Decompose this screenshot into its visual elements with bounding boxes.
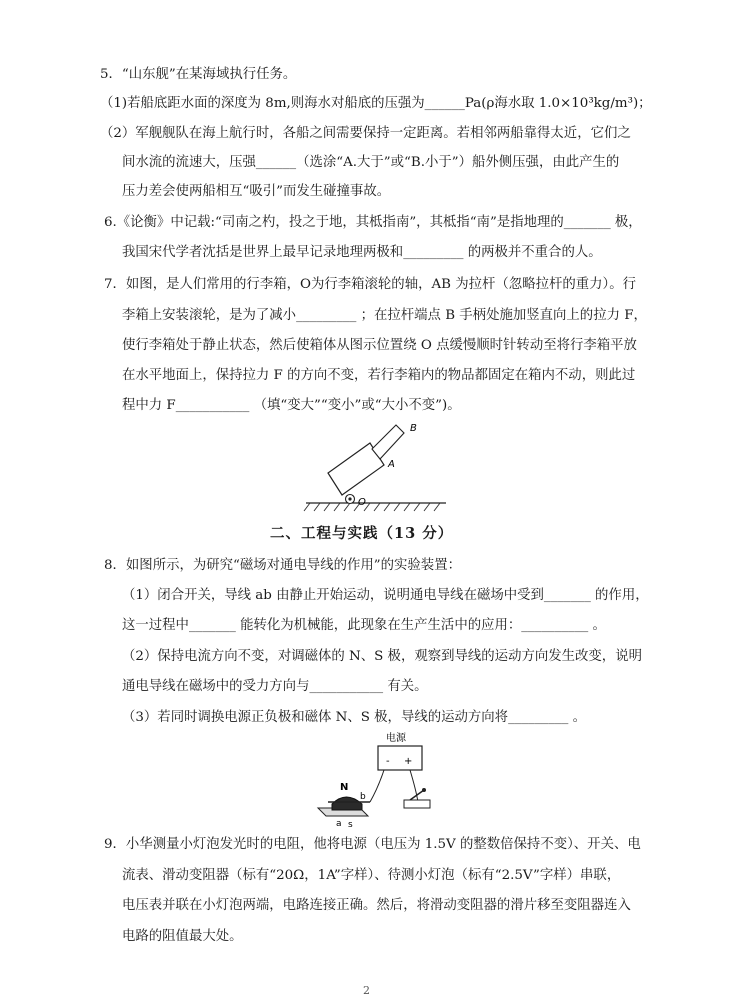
page-number: 2 xyxy=(363,984,370,997)
q8-part3: （3）若同时调换电源正负极和磁体 N、S 极，导线的运动方向将_________ 。 xyxy=(122,710,586,725)
q7-line4: 在水平地面上，保持拉力 F 的方向不变，若行李箱内的物品都固定在箱内不动，则此过 xyxy=(122,368,636,383)
q5-part2-line1: （2）军舰舰队在海上航行时，各船之间需要保持一定距离。若相邻两船靠得太近，它们之 xyxy=(100,126,631,141)
q5-part1: （1)若船底距水面的深度为 8m,则海水对船底的压强为______Pa(ρ海水取 1.0×10³kg/m³)； xyxy=(100,96,652,111)
q6-line1: 6.《论衡》中记载:“司南之杓，投之于地，其柢指南”，其柢指“南”是指地理的_______ 极， xyxy=(104,215,642,230)
label-a: A xyxy=(388,459,395,470)
label-a-wire: a xyxy=(336,819,342,828)
battery-box xyxy=(378,746,422,770)
section-heading: 二、工程与实践（13 分） xyxy=(270,525,454,542)
plus-terminal: + xyxy=(404,756,413,767)
q8-part1-line1: （1）闭合开关，导线 ab 由静止开始运动，说明通电导线在磁场中受到_______ 的作用， xyxy=(122,588,649,603)
label-b-wire: b xyxy=(360,792,366,802)
q7-line3: 使行李箱处于静止状态，然后使箱体从图示位置绕 O 点缓慢顺时针转动至将行李箱平放 xyxy=(122,338,637,353)
luggage-figure xyxy=(300,415,460,515)
label-n: N xyxy=(340,782,349,793)
q7-line5: 程中力 F___________ （填“变大”“变小”或“大小不变”)。 xyxy=(122,398,461,413)
switch-base xyxy=(404,800,430,808)
label-o: O xyxy=(358,497,366,508)
q5-part2-line2: 间水流的流速大，压强______（选涂“A.大于”或“B.小于”）船外侧压强，由此产生的 xyxy=(122,155,620,170)
magnet-experiment-figure xyxy=(306,728,456,828)
minus-terminal: - xyxy=(386,756,390,767)
q8-part2-line1: （2）保持电流方向不变，对调磁体的 N、S 极，观察到导线的运动方向发生改变，说明 xyxy=(122,649,642,664)
q5-stem: 5．“山东舰”在某海域执行任务。 xyxy=(100,67,297,82)
q8-part1-line2: 这一过程中_______ 能转化为机械能，此现象在生产生活中的应用：__________ 。 xyxy=(122,618,606,633)
q7-line1: 7．如图，是人们常用的行李箱，O为行李箱滚轮的轴，AB 为拉杆（忽略拉杆的重力）。行 xyxy=(104,277,637,292)
q8-stem: 8．如图所示，为研究“磁场对通电导线的作用”的实验装置： xyxy=(104,558,461,573)
q9-line2: 流表、滑动变阻器（标有“20Ω，1A”字样）、待测小灯泡（标有“2.5V”字样）串联， xyxy=(122,868,621,883)
label-s: s xyxy=(348,820,353,828)
q9-line3: 电压表并联在小灯泡两端，电路连接正确。然后，将滑动变阻器的滑片移至变阻器连入 xyxy=(122,898,631,913)
q9-line1: 9．小华测量小灯泡发光时的电阻，他将电源（电压为 1.5V 的整数倍保持不变）、开关、电 xyxy=(104,837,641,852)
q8-part2-line2: 通电导线在磁场中的受力方向与___________ 有关。 xyxy=(122,679,428,694)
power-label: 电源 xyxy=(386,733,406,744)
q9-line4: 电路的阻值最大处。 xyxy=(122,929,243,944)
q6-line2: 我国宋代学者沈括是世界上最早记录地理两极和_________ 的两极并不重合的人。 xyxy=(122,245,602,260)
label-b: B xyxy=(410,423,417,434)
q5-part2-line3: 压力差会使两船相互“吸引”而发生碰撞事故。 xyxy=(122,184,391,199)
q7-line2: 李箱上安装滚轮，是为了减小_________ ；在拉杆端点 B 手柄处施加竖直向上的拉力 F， xyxy=(122,308,647,323)
